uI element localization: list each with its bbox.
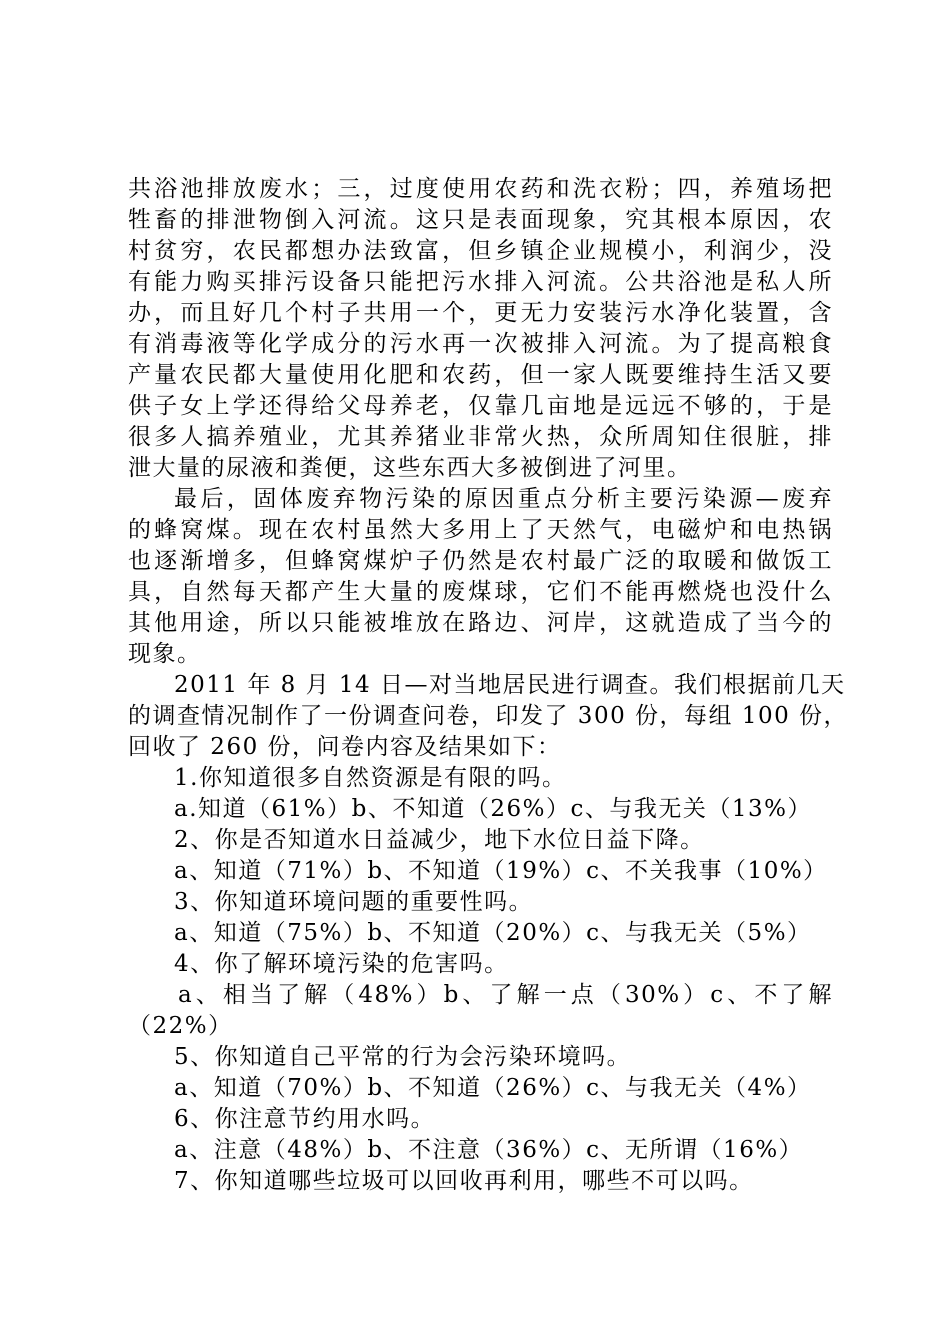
survey-question: 7、你知道哪些垃圾可以回收再利用，哪些不可以吗。 — [174, 1168, 754, 1194]
survey-answer: a.知道（61%）b、不知道（26%）c、与我无关（13%） — [174, 796, 812, 822]
text-line: 村贫穷，农民都想办法致富，但乡镇企业规模小，利润少，没 — [128, 238, 833, 264]
text-line: 很多人搞养殖业，尤其养猪业非常火热，众所周知住很脏，排 — [128, 424, 833, 450]
paragraph-solid-waste — [128, 484, 833, 670]
text-line: 供子女上学还得给父母养老，仅靠几亩地是远远不够的，于是 — [128, 393, 833, 419]
text-line: 现象。 — [128, 641, 202, 667]
text-line: 也逐渐增多，但蜂窝煤炉子仍然是农村最广泛的取暖和做饭工 — [128, 548, 833, 574]
text-line: 其他用途，所以只能被堆放在路边、河岸，这就造成了当今的 — [128, 610, 833, 636]
survey-question: 2、你是否知道水日益减少，地下水位日益下降。 — [174, 827, 705, 853]
text-line: 2011 年 8 月 14 日—对当地居民进行调查。我们根据前几天 — [174, 672, 846, 698]
document-page — [128, 174, 849, 1197]
survey-list — [128, 763, 833, 1197]
text-line: 泄大量的尿液和粪便，这些东西大多被倒进了河里。 — [128, 455, 692, 481]
text-line: 的调查情况制作了一份调查问卷，印发了 300 份，每组 100 份， — [128, 703, 849, 729]
text-line: 办，而且好几个村子共用一个，更无力安装污水净化装置，含 — [128, 300, 833, 326]
survey-answer: a、知道（71%）b、不知道（19%）c、不关我事（10%） — [174, 858, 828, 884]
text-line: 最后，固体废弃物污染的原因重点分析主要污染源—废弃 — [174, 486, 833, 512]
text-line: 牲畜的排泄物倒入河流。这只是表面现象，究其根本原因，农 — [128, 207, 833, 233]
text-line: 的蜂窝煤。现在农村虽然大多用上了天然气，电磁炉和电热锅 — [128, 517, 833, 543]
text-line: 回收了 260 份，问卷内容及结果如下： — [128, 734, 562, 760]
survey-answer: a、注意（48%）b、不注意（36%）c、无所谓（16%） — [174, 1137, 804, 1163]
text-line: 具，自然每天都产生大量的废煤球，它们不能再燃烧也没什么 — [128, 579, 833, 605]
survey-question: 5、你知道自己平常的行为会污染环境吗。 — [174, 1044, 632, 1070]
survey-answer: a、相当了解（48%）b、了解一点（30%）c、不了解 — [178, 982, 833, 1008]
paragraph-causes — [128, 174, 833, 484]
text-line: 产量农民都大量使用化肥和农药，但一家人既要维持生活又要 — [128, 362, 833, 388]
survey-answer: a、知道（70%）b、不知道（26%）c、与我无关（4%） — [174, 1075, 812, 1101]
survey-question: 4、你了解环境污染的危害吗。 — [174, 951, 509, 977]
survey-question: 3、你知道环境问题的重要性吗。 — [174, 889, 534, 915]
survey-answer-continued: （22%） — [128, 1013, 233, 1039]
text-line: 共浴池排放废水；三，过度使用农药和洗衣粉；四，养殖场把 — [128, 176, 833, 202]
survey-question: 6、你注意节约用水吗。 — [174, 1106, 436, 1132]
survey-question: 1.你知道很多自然资源是有限的吗。 — [174, 765, 567, 791]
text-line: 有能力购买排污设备只能把污水排入河流。公共浴池是私人所 — [128, 269, 833, 295]
paragraph-survey-intro — [128, 670, 849, 763]
text-line: 有消毒液等化学成分的污水再一次被排入河流。为了提高粮食 — [128, 331, 833, 357]
survey-answer: a、知道（75%）b、不知道（20%）c、与我无关（5%） — [174, 920, 812, 946]
